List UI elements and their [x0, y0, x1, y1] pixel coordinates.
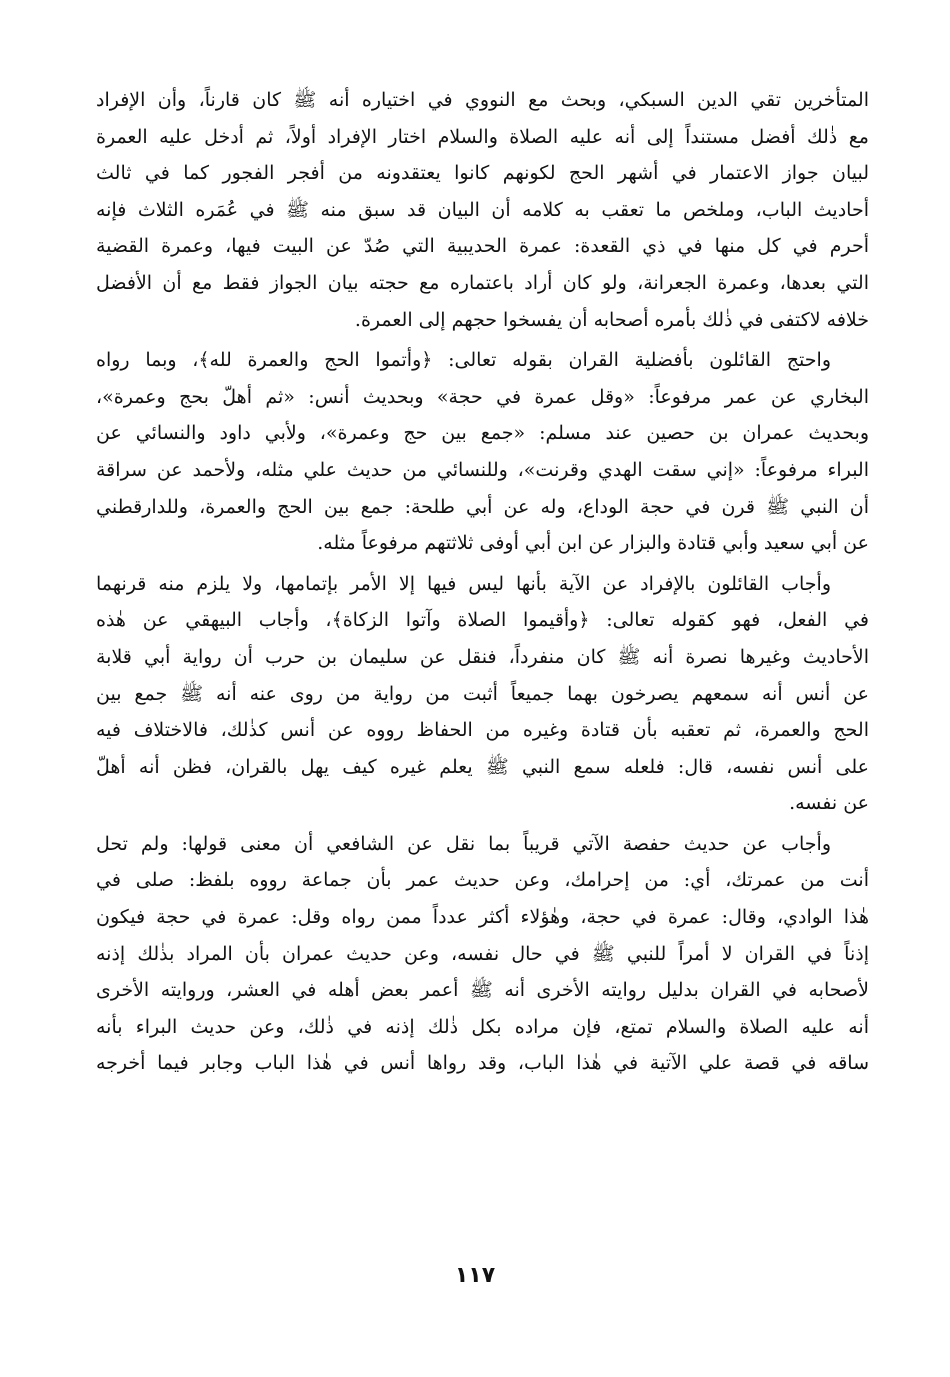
paragraph-3	[96, 566, 869, 822]
text-line: على أنس نفسه، قال: فلعله سمع النبي ﷺ يعلم غيره كيف يهل بالقران، فظن أنه أهلّ	[96, 755, 869, 778]
paragraph-1	[96, 82, 869, 338]
paragraph-4	[96, 826, 869, 1082]
text-line: الحج والعمرة، ثم تعقبه بأن قتادة وغيره من الحفاظ رووه عن أنس كذٰلك، فالاختلاف فيه	[96, 719, 869, 742]
text-line: خلافه لاكتفى في ذٰلك بأمره أصحابه أن يفسخوا حجهم إلى العمرة.	[354, 308, 869, 331]
text-line: مع ذٰلك أفضل مستنداً إلى أنه عليه الصلاة والسلام اختار الإفراد أولاً، ثم أدخل عليه العمرة	[96, 125, 869, 148]
text-line: وأجاب القائلون بالإفراد عن الآية بأنها ليس فيها إلا الأمر بإتمامها، ولا يلزم منه قرنهما	[96, 572, 831, 595]
text-line: وأجاب عن حديث حفصة الآتي قريباً بما نقل عن الشافعي أن معنى قولها: ولم تحل	[96, 832, 831, 855]
page-number: ١١٧	[454, 1263, 496, 1288]
text-line: عن نفسه.	[789, 792, 869, 815]
text-line: لأصحابه في القران بدليل روايته الأخرى أنه ﷺ أعمر بعض أهله في العشر، وروايته الأخرى	[96, 979, 869, 1002]
text-line: في الفعل، فهو كقوله تعالى: ﴿وأقيموا الصلاة وآتوا الزكاة﴾، وأجاب البيهقي عن هٰذه	[96, 609, 869, 632]
text-line: هٰذا الوادي، وقال: عمرة في حجة، وهٰؤلاء أكثر عدداً ممن رواه وقل: عمرة في حجة فيكون	[96, 906, 869, 929]
text-line: التي بعدها، وعمرة الجعرانة، ولو كان أراد باعتماره مع حجته بيان الجواز فقط مع أن الأفضل	[96, 271, 869, 294]
text-line: الأحاديث وغيرها نصرة أنه ﷺ كان منفرداً، فنقل عن سليمان بن حرب أن رواية أبي قلابة	[96, 645, 869, 668]
text-line: عن أبي سعيد وأبي قتادة والبزار عن ابن أبي أوفى ثلاثتهم مرفوعاً مثله.	[317, 532, 869, 555]
text-line: عن أنس أنه سمعهم يصرخون بهما جميعاً أثبت من رواية من روى عنه أنه ﷺ جمع بين	[96, 682, 869, 705]
text-line: إذناً في القران لا أمراً للنبي ﷺ في حال نفسه، وعن حديث عمران بأن المراد بذٰلك إذنه	[96, 942, 869, 965]
paragraph-2	[96, 342, 869, 562]
text-line: أحاديث الباب، وملخص ما تعقب به كلامه أن البيان قد سبق منه ﷺ في عُمَره الثلاث فإنه	[96, 198, 869, 221]
page-body	[96, 82, 869, 1082]
text-line: واحتج القائلون بأفضلية القران بقوله تعالى: ﴿وأتموا الحج والعمرة لله﴾، وبما رواه	[96, 349, 831, 372]
text-line: وبحديث عمران بن حصين عند مسلم: «جمع بين حج وعمرة»، ولأبي داود والنسائي عن	[96, 422, 869, 445]
text-line: المتأخرين تقي الدين السبكي، وبحث مع النووي في اختياره أنه ﷺ كان قارناً، وأن الإفراد	[96, 89, 869, 111]
text-line: أن النبي ﷺ قرن في حجة الوداع، وله عن أبي طلحة: جمع بين الحج والعمرة، وللدارقطني	[96, 495, 869, 518]
text-line: أنه عليه الصلاة والسلام تمتع، فإن مراده بكل ذٰلك إذنه في ذٰلك، وعن حديث البراء بأنه	[96, 1015, 869, 1038]
text-line: أحرم في كل منها في ذي القعدة: عمرة الحديبية التي صُدّ عن البيت فيها، وعمرة القضية	[96, 235, 869, 258]
text-line: أنت من عمرتك، أي: من إحرامك، وعن حديث عمر بأن جماعة رووه بلفظ: صلى في	[96, 869, 869, 892]
text-line: البراء مرفوعاً: «إني سقت الهدي وقرنت»، وللنسائي من حديث علي مثله، ولأحمد عن سراقة	[96, 458, 869, 481]
text-line: البخاري عن عمر مرفوعاً: «وقل عمرة في حجة» وبحديث أنس: «ثم أهلّ بحج وعمرة»،	[96, 385, 869, 408]
text-line: لبيان جواز الاعتمار في أشهر الحج لكونهم كانوا يعتقدونه من أفجر الفجور كما في ثالث	[96, 162, 869, 185]
text-line: ساقه في قصة علي الآتية في هٰذا الباب، وقد رواها أنس في هٰذا الباب وجابر فيما أخرجه	[96, 1052, 869, 1075]
